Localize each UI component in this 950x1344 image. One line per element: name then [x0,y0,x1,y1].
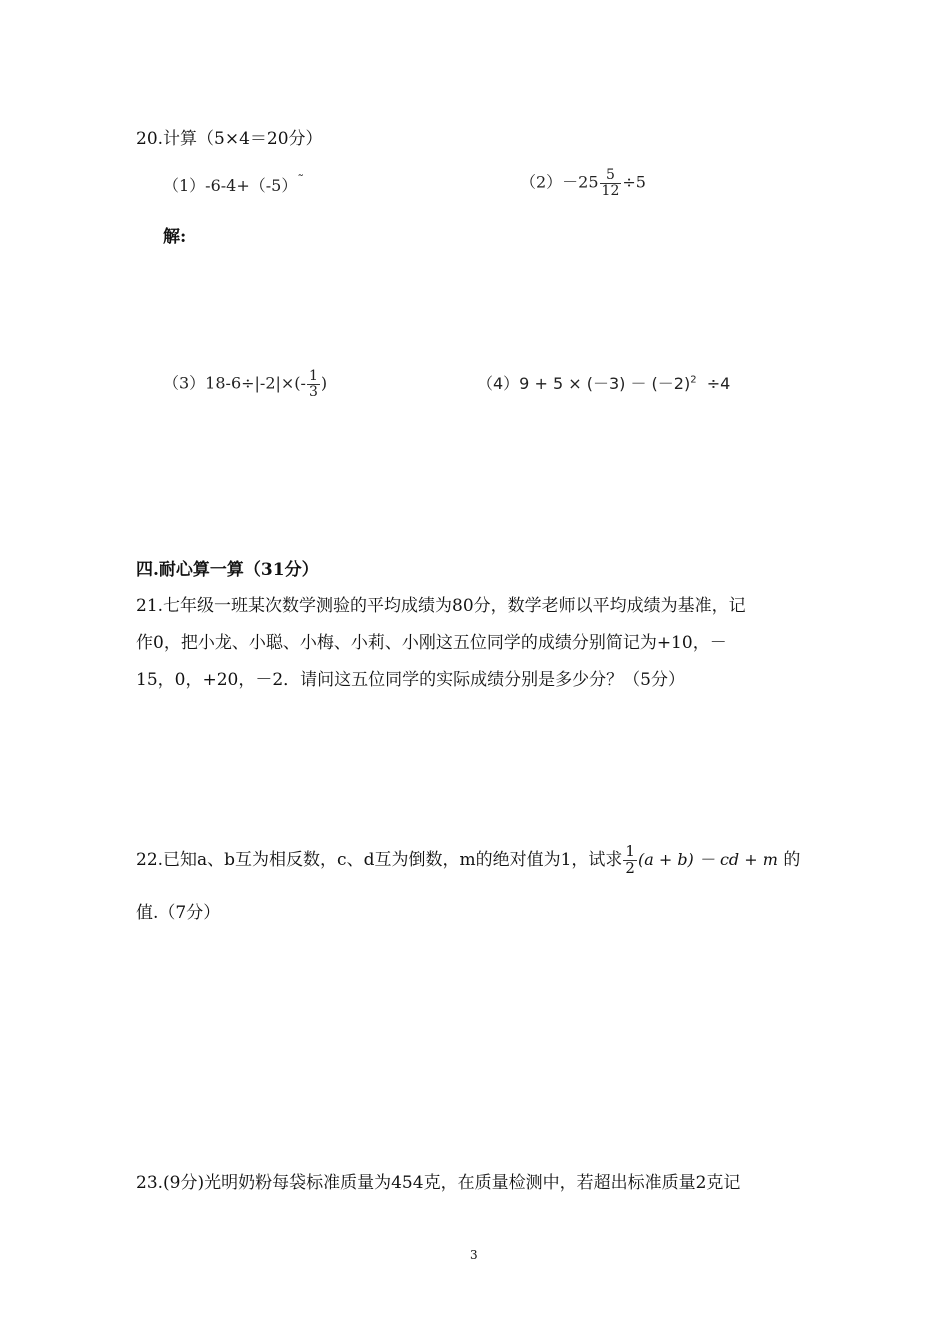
question-22-expression: (a + b) － cd + m [637,849,778,869]
fraction-numerator: 5 [600,168,622,184]
fraction-numerator: 1 [625,842,635,860]
part-3-suffix: ) [320,373,328,393]
fraction-denominator: 2 [625,858,635,877]
question-20-title: 20.计算（5×4＝20分） [136,129,323,149]
part-2-prefix: （2）－25 [520,172,599,192]
question-20-part-2 [520,168,646,198]
question-23-line-1: 23.(9分)光明奶粉每袋标准质量为454克，在质量检测中，若超出标准质量2克记 [136,1173,741,1193]
question-21-line-3: 15，0，+20，－2．请问这五位同学的实际成绩分别是多少分？（5分） [136,670,685,690]
question-22-fraction [623,844,637,877]
question-20-part-3 [163,369,327,399]
part-1-expression: （1）-6-4+（-5） [163,176,298,195]
part-2-fraction [600,168,622,198]
part-3-prefix: （3）18-6÷|-2|×(- [163,373,306,393]
question-22-line-2: 值.（7分） [136,903,221,923]
question-21-line-2: 作0，把小龙、小聪、小梅、小莉、小刚这五位同学的成绩分别简记为+10，－ [136,633,727,653]
question-22-prefix: 22.已知a、b互为相反数，c、d互为倒数，m的绝对值为1，试求 [136,849,623,870]
fraction-numerator: 1 [308,368,318,384]
part-4-superscript: 2 [690,374,697,386]
part-3-fraction [307,369,320,399]
fraction-denominator: 12 [601,182,620,199]
page-number: 3 [470,1248,478,1262]
fraction-denominator: 3 [308,383,318,400]
question-20-part-4 [477,371,730,394]
section-4-heading: 四.耐心算一算（31分） [136,560,319,580]
question-20-part-1 [163,173,304,196]
part-1-superscript: ˜ [297,173,305,189]
part-4-suffix: ÷4 [706,374,731,393]
question-22-line-1 [136,844,800,877]
part-2-suffix: ÷5 [622,172,646,192]
question-22-suffix: 的 [783,849,801,870]
part-4-prefix: （4）9 + 5 × (－3) － (－2) [477,374,691,393]
question-21-line-1: 21.七年级一班某次数学测验的平均成绩为80分，数学老师以平均成绩为基准，记 [136,596,746,616]
answer-label: 解: [163,227,187,247]
